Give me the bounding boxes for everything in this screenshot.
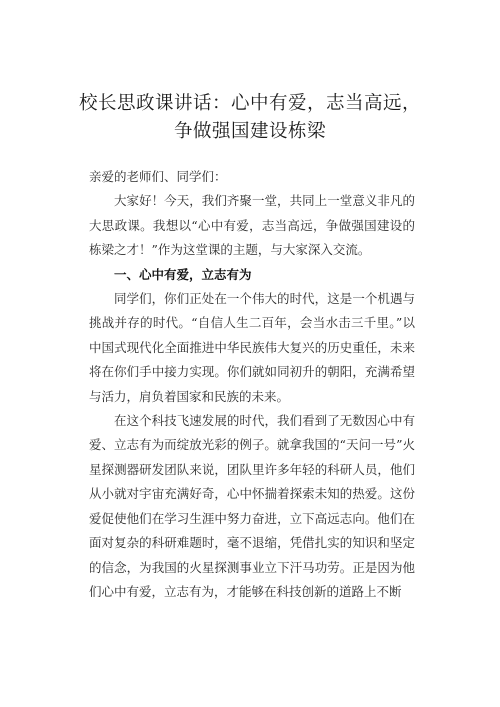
intro-paragraph: 大家好！今天，我们齐聚一堂，共同上一堂意义非凡的大思政课。我想以“心中有爱，志当高远，争做强国建设的栋梁之才！”作为这堂课的主题，与大家深入交流。: [89, 193, 415, 258]
section-heading: 一、心中有爱，立志有为: [114, 266, 252, 282]
salutation-paragraph: 亲爱的老师们、同学们：: [89, 169, 227, 184]
document-body: [89, 165, 415, 604]
document-title: 校长思政课讲话：心中有爱，志当高远，争做强国建设栋梁: [78, 93, 421, 142]
body-paragraph: 同学们，你们正处在一个伟大的时代，这是一个机遇与挑战并存的时代。“自信人生二百年，会当水击三千里。”以中国式现代化全面推进中华民族伟大复兴的历史重任，未来将在你们手中接力实现。你们就如同初升的朝阳，充满希望与活力，肩负着国家和民族的未来。: [89, 291, 415, 404]
body-paragraph: 在这个科技飞速发展的时代，我们看到了无数因心中有爱、立志有为而绽放光彩的例子。就拿我国的“天问一号”火星探测器研发团队来说，团队里许多年轻的科研人员，他们从小就对宇宙充满好奇，心中怀揣着探索未知的热爱。这份爱促使他们在学习生涯中努力奋进，立下高远志向。他们在面对复杂的科研难题时，毫不退缩，凭借扎实的知识和坚定的信念，为我国的火星探测事业立下汗马功劳。正是因为他们心中有爱，立志有为，才能够在科技创新的道路上不断: [89, 413, 415, 599]
